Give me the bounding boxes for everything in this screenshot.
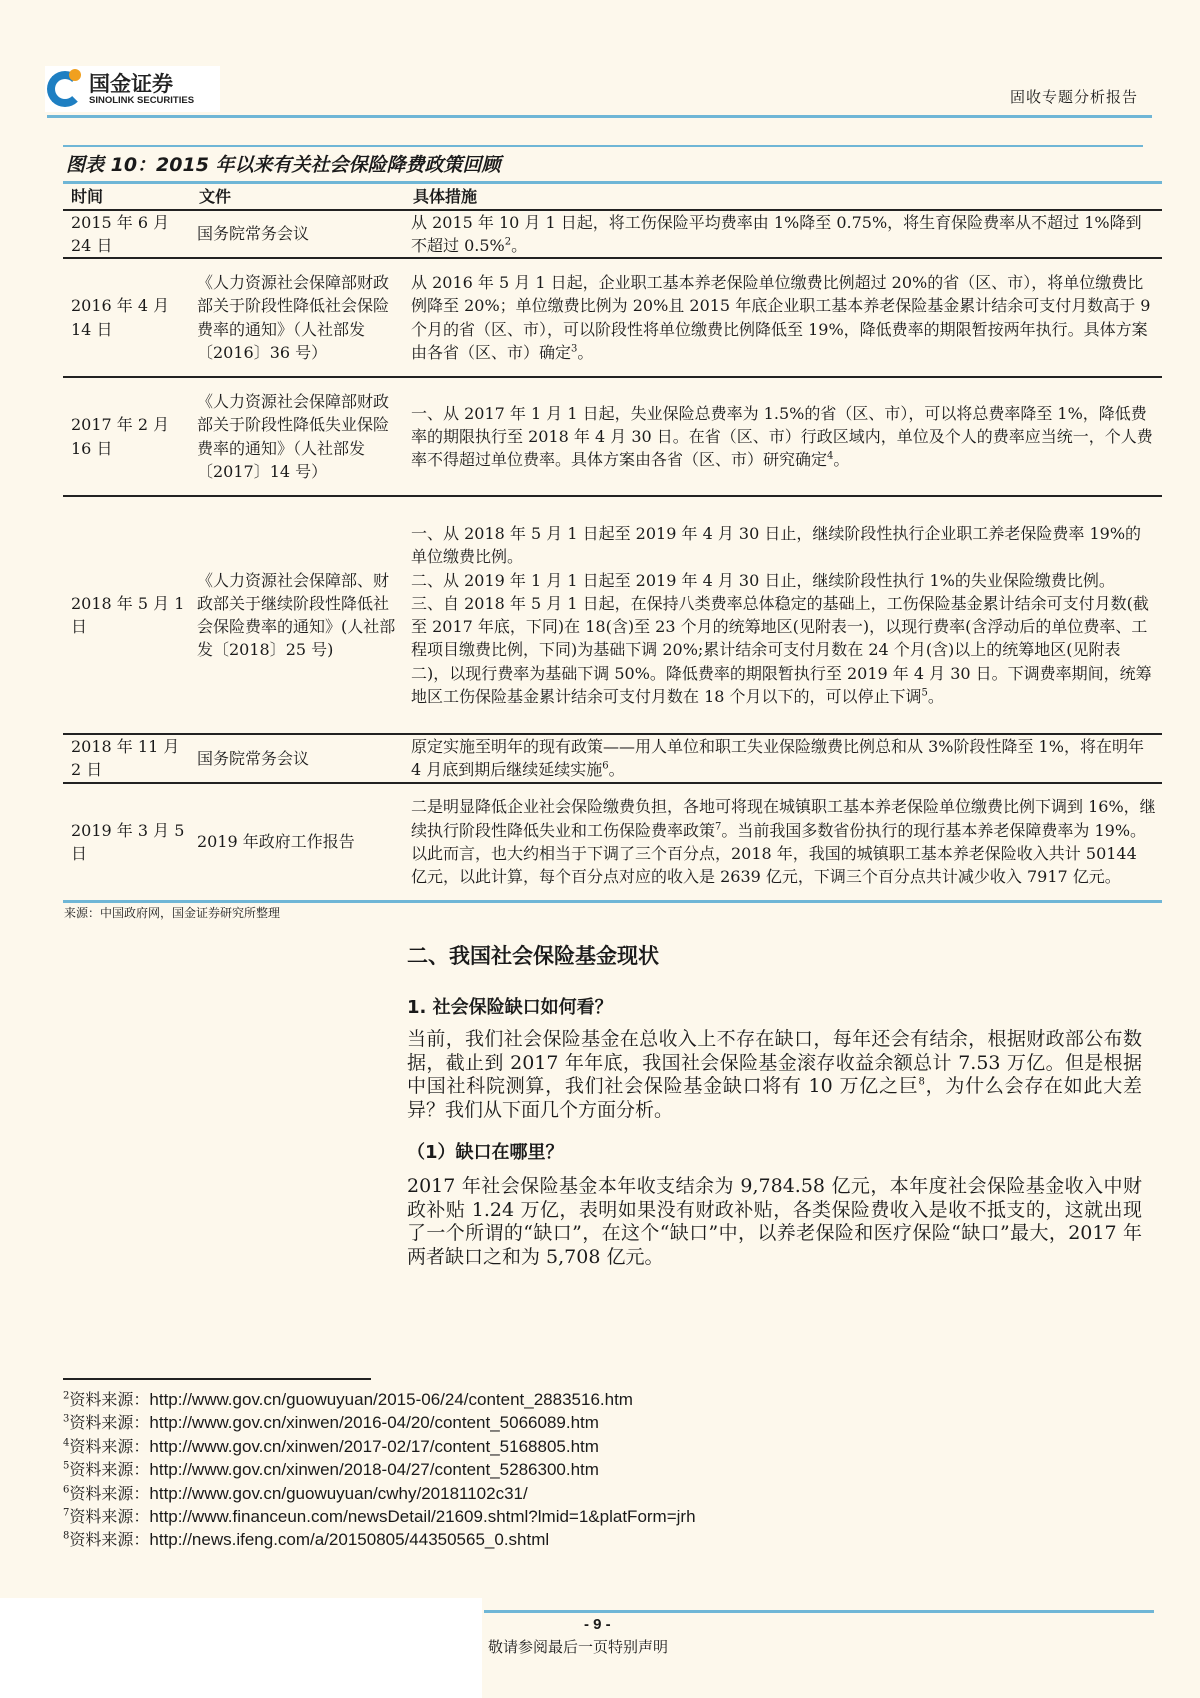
measure-line — [411, 522, 1156, 569]
col-date: 时间 — [63, 183, 191, 210]
cell-doc: 《人力资源社会保障部、财政部关于继续阶段性降低社会保险费率的通知》(人社部发〔2018〕25 号) — [191, 496, 405, 734]
measure-line: 三、自 2018 年 5 月 1 日起，在保持八类费率总体稳定的基础上，工伤保险基金累计结余可支付月数(截至 2017 年底，下同)在 18(含)至 23 个月的统筹地区(见附表一)，以现行费率(含浮动后的单位费率、工程项目缴费比例，下同)为基础下调 20%;累计结余可支付月数在 24 个月(含)以上的统筹地区(见附表二)，以现行费率为基础下调 50%。降低费率的期限暂执行至 2019 年 4 月 30 日。下调费率期间，统筹地区工伤保险基金累计结余可支付月数在 18 个月以下的，可以停止下调$^5$。 — [411, 593, 1152, 706]
footnote-number: 8 — [63, 1531, 70, 1543]
measure-line — [411, 569, 1156, 592]
page-number: - 9 - — [584, 1616, 611, 1633]
footnote-ref[interactable]: 8 — [918, 1076, 925, 1088]
cell-measure: 从 2015 年 10 月 1 日起，将工伤保险平均费率由 1%降至 0.75%，将生育保险费率从不超过 1%降到不超过 0.5%$^2$。 — [405, 210, 1162, 259]
measure-text: 从 2015 年 10 月 1 日起，将工伤保险平均费率由 1%降至 0.75%，将生育保险费率从不超过 1%降到不超过 0.5% — [411, 212, 1142, 255]
policy-table — [63, 181, 1162, 903]
paragraph-text: ，为什么会存在如此大差异？我们从下面几个方面分析。 — [407, 1075, 1142, 1121]
table-row — [63, 258, 1162, 377]
footnote-divider — [63, 1378, 371, 1380]
footnote-label: 资料来源： — [69, 1507, 150, 1527]
paragraph-text: 当前，我们社会保险基金在总收入上不存在缺口，每年还会有结余，根据财政部公布数据，截止到 2017 年年底，我国社会保险基金滚存收益余额总计 7.53 万亿。但是根据中国社科院测算，我们社会保险基金缺口将有 10 万亿之巨 — [407, 1028, 1142, 1098]
cell-measure: 原定实施至明年的现有政策——用人单位和职工失业保险缴费比例总和从 3%阶段性降至 1%，将在明年 4 月底到期后继续延续实施$^6$。 — [405, 734, 1162, 783]
subsection-heading: （1）缺口在哪里？ — [407, 1142, 564, 1163]
footnote-link[interactable]: http://www.gov.cn/xinwen/2017-02/17/content_5168805.htm — [149, 1436, 599, 1456]
figure-top-rule — [63, 145, 1143, 147]
cell-measure — [405, 783, 1162, 902]
footnote-ref[interactable]: 4 — [827, 450, 834, 462]
footnote — [63, 1388, 696, 1411]
col-measure: 具体措施 — [405, 183, 1162, 210]
cell-doc: 国务院常务会议 — [191, 210, 405, 259]
footnote-label: 资料来源： — [69, 1460, 150, 1480]
report-type: 固收专题分析报告 — [1009, 88, 1138, 106]
cell-date: 2019 年 3 月 5 日 — [63, 783, 191, 902]
table-row — [63, 377, 1162, 496]
blank-area — [0, 1598, 482, 1698]
measure-text: 三、自 2018 年 5 月 1 日起，在保持八类费率总体稳定的基础上，工伤保险基金累计结余可支付月数(截至 2017 年底，下同)在 18(含)至 23 个月的统筹地区(见附表一)，以现行费率(含浮动后的单位费率、工程项目缴费比例，下同)为基础下调 20%;累计结余可支付月数在 24 个月(含)以上的统筹地区(见附表二)，以现行费率为基础下调 50%。降低费率的期限暂执行至 2019 年 4 月 30 日。下调费率期间，统筹地区工伤保险基金累计结余可支付月数在 18 个月以下的，可以停止下调 — [411, 593, 1152, 706]
disclaimer: 敬请参阅最后一页特别声明 — [488, 1638, 669, 1656]
cell-date: 2018 年 11 月 2 日 — [63, 734, 191, 783]
figure-title: 图表 10：2015 年以来有关社会保险降费政策回顾 — [66, 154, 501, 176]
table-row — [63, 783, 1162, 902]
measure-text: 原定实施至明年的现有政策——用人单位和职工失业保险缴费比例总和从 3%阶段性降至 1%，将在明年 4 月底到期后继续延续实施 — [411, 737, 1144, 780]
cell-date: 2016 年 4 月 14 日 — [63, 258, 191, 377]
footnote-ref[interactable]: 3 — [571, 343, 578, 355]
cell-doc: 国务院常务会议 — [191, 734, 405, 783]
table-row — [63, 734, 1162, 783]
cell-measure — [405, 496, 1162, 734]
footnote — [63, 1435, 696, 1458]
measure-text: 从 2016 年 5 月 1 日起，企业职工基本养老保险单位缴费比例超过 20%的省（区、市），将单位缴费比例降至 20%；单位缴费比例为 20%且 2015 年底企业职工基本养老保险基金累计结余可支付月数高于 9 个月的省（区、市），可以阶段性将单位缴费比例降低至 19%，降低费率的期限暂按两年执行。具体方案由各省（区、市）确定 — [411, 273, 1151, 362]
footnote-link[interactable]: http://www.gov.cn/guowuyuan/cwhy/20181102c31/ — [149, 1483, 528, 1503]
table-header — [63, 183, 1162, 210]
cell-measure: 一、从 2017 年 1 月 1 日起，失业保险总费率为 1.5%的省（区、市），可以将总费率降至 1%，降低费率的期限执行至 2018 年 4 月 30 日。在省（区、市）行政区域内，单位及个人的费率应当统一，个人费率不得超过单位费率。具体方案由各省（区、市）研究确定$^4$。 — [405, 377, 1162, 496]
footnote — [63, 1458, 696, 1481]
footnote — [63, 1482, 696, 1505]
footnote-number: 5 — [63, 1460, 70, 1472]
col-doc: 文件 — [191, 183, 405, 210]
section-heading: 二、我国社会保险基金现状 — [407, 944, 659, 968]
footnote-link[interactable]: http://www.gov.cn/xinwen/2018-04/27/content_5286300.htm — [149, 1460, 599, 1480]
cell-date: 2015 年 6 月 24 日 — [63, 210, 191, 259]
footnote-link[interactable]: http://www.gov.cn/guowuyuan/2015-06/24/content_2883516.htm — [149, 1390, 633, 1409]
measure-text: 二、从 2019 年 1 月 1 日起至 2019 年 4 月 30 日止，继续阶段性执行 1%的失业保险缴费比例。 — [411, 570, 1115, 590]
cell-doc: 2019 年政府工作报告 — [191, 783, 405, 902]
footnote-ref[interactable]: 6 — [602, 761, 609, 773]
logo-en: SINOLINK SECURITIES — [89, 94, 195, 106]
footnote — [63, 1528, 696, 1551]
footnotes — [63, 1388, 696, 1552]
footnote-ref[interactable]: 5 — [921, 687, 928, 699]
footnote-number: 6 — [63, 1484, 70, 1496]
footnote-link[interactable]: http://news.ifeng.com/a/20150805/44350565_0.shtml — [149, 1530, 550, 1550]
cell-date: 2018 年 5 月 1 日 — [63, 496, 191, 734]
table-row — [63, 496, 1162, 734]
paragraph — [407, 1028, 1142, 1122]
logo-mark-icon — [47, 69, 83, 109]
footnote-ref[interactable]: 7 — [715, 821, 722, 833]
footnote — [63, 1411, 696, 1434]
footnote-label: 资料来源： — [69, 1530, 150, 1550]
footnote-label: 资料来源： — [69, 1413, 150, 1433]
footnote-link[interactable]: http://www.gov.cn/xinwen/2016-04/20/content_5066089.htm — [149, 1413, 599, 1433]
footer-divider — [484, 1610, 1154, 1613]
footnote-label: 资料来源： — [69, 1390, 150, 1409]
measure-text: 一、从 2018 年 5 月 1 日起至 2019 年 4 月 30 日止，继续阶段性执行企业职工养老保险费率 19%的单位缴费比例。 — [411, 523, 1142, 567]
footnote-ref[interactable]: 2 — [504, 236, 512, 248]
logo-cn: 国金证券 — [89, 71, 173, 96]
footnote-link[interactable]: http://www.financeun.com/newsDetail/21609.shtml?lmid=1&platForm=jrh — [149, 1507, 696, 1527]
cell-doc: 《人力资源社会保障部财政部关于阶段性降低社会保险费率的通知》（人社部发〔2016〕36 号） — [191, 258, 405, 377]
footnote-number: 7 — [63, 1507, 70, 1519]
figure-source: 来源：中国政府网，国金证券研究所整理 — [64, 906, 281, 920]
footnote-number: 3 — [63, 1414, 70, 1426]
measure-text: 一、从 2017 年 1 月 1 日起，失业保险总费率为 1.5%的省（区、市），可以将总费率降至 1%，降低费率的期限执行至 2018 年 4 月 30 日。在省（区、市）行政区域内，单位及个人的费率应当统一，个人费率不得超过单位费率。具体方案由各省（区、市）研究确定 — [411, 403, 1153, 470]
footnote-label: 资料来源： — [69, 1483, 150, 1503]
footnote — [63, 1505, 696, 1528]
cell-date: 2017 年 2 月 16 日 — [63, 377, 191, 496]
company-logo — [45, 66, 220, 112]
measure-text: 二是明显降低企业社会保险缴费负担，各地可将现在城镇职工基本养老保险单位缴费比例下调到 16%，继续执行阶段性降低失业和工伤保险费率政策 — [411, 797, 1156, 840]
measure-text: 。当前我国多数省份执行的现行基本养老保障费率为 19%。以此而言，也大约相当于下调了三个百分点，2018 年，我国的城镇职工基本养老保险收入共计 50144 亿元，以此计算，每个百分点对应的收入是 2639 亿元，下调三个百分点共计减少收入 7917 亿元。 — [411, 820, 1147, 887]
footnote-number: 4 — [63, 1437, 70, 1449]
table-row — [63, 210, 1162, 259]
header-divider — [47, 115, 1152, 118]
subsection-heading: 1. 社会保险缺口如何看？ — [407, 997, 613, 1018]
cell-measure: 从 2016 年 5 月 1 日起，企业职工基本养老保险单位缴费比例超过 20%的省（区、市），将单位缴费比例降至 20%；单位缴费比例为 20%且 2015 年底企业职工基本养老保险基金累计结余可支付月数高于 9 个月的省（区、市），可以阶段性将单位缴费比例降低至 19%，降低费率的期限暂按两年执行。具体方案由各省（区、市）确定$^3$。 — [405, 258, 1162, 377]
footnote-label: 资料来源： — [69, 1436, 150, 1456]
footnote-number: 2 — [63, 1390, 70, 1402]
paragraph: 2017 年社会保险基金本年收支结余为 9,784.58 亿元，本年度社会保险基金收入中财政补贴 1.24 万亿，表明如果没有财政补贴，各类保险费收入是收不抵支的，这就出现了一个所谓的“缺口”，在这个“缺口”中，以养老保险和医疗保险“缺口”最大，2017 年两者缺口之和为 5,708 亿元。 — [407, 1175, 1142, 1268]
cell-doc: 《人力资源社会保障部财政部关于阶段性降低失业保险费率的通知》（人社部发〔2017〕14 号） — [191, 377, 405, 496]
